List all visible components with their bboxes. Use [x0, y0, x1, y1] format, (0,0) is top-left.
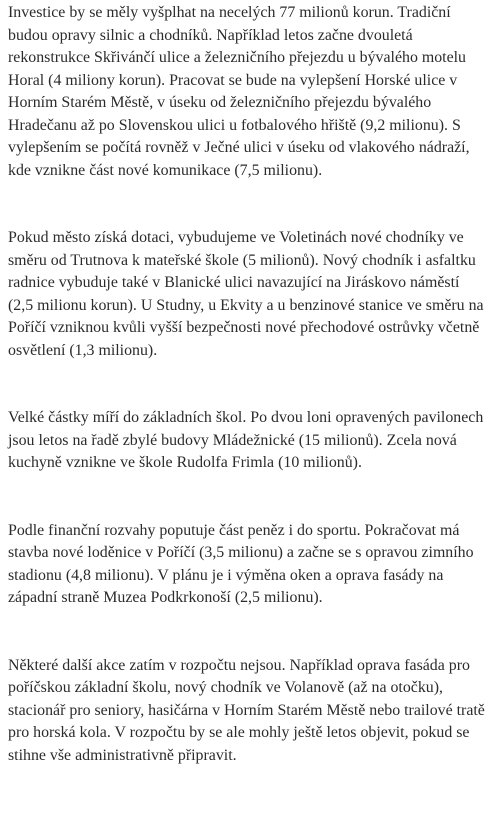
- paragraph-sport-museum: Podle finanční rozvahy poputuje část peněz i do sportu. Pokračovat má stavba nové loděnice v Poříčí (3,5 milionu) a začne se s opravou zimního stadionu (4,8 milionu). V plánu je i výměna oken a oprava fasády na západní straně Muzea Podkrkonoší (2,5 milionu).: [8, 521, 474, 606]
- paragraph-other-actions: Některé další akce zatím v rozpočtu nejsou. Například oprava fasáda pro poříčskou základní školu, nový chodník ve Volanově (až na otočku), stacionář pro seniory, hasičárna v Horním Starém Městě nebo trailové tratě pro horská kola. V rozpočtu by se ale mohly ještě letos objevit, pokud se stihne vše administrativně připravit.: [8, 656, 485, 764]
- paragraph-investments-roads: Investice by se měly vyšplhat na necelých 77 milionů korun. Tradiční budou opravy silnic a chodníků. Například letos začne dvouletá rekonstrukce Skřivánčí ulice a železničního přejezdu u bývalého motelu Horal (4 miliony korun). Pracovat se bude na vylepšení Horské ulice v Horním Starém Městě, v úseku od železničního přejezdu bývalého Hradečanu až po Slovenskou ulici u fotbalového hřiště (9,2 milionu). S vylepšením se počítá rovněž v Ječné ulici v úseku od vlakového nádraží, kde vznikne část nové komunikace (7,5 milionu).: [8, 4, 470, 179]
- paragraph-sidewalks-subsidy: Pokud město získá dotaci, vybudujeme ve Voletinách nové chodníky ve směru od Trutnova k mateřské škole (5 milionů). Nový chodník i asfaltku radnice vybuduje také v Blanické ulici navazující na Jiráskovo náměstí (2,5 milionu korun). U Studny, u Ekvity a u benzinové stanice ve směru na Poříčí vzniknou kvůli vyšší bezpečnosti nové přechodové ostrůvky včetně osvětlení (1,3 milionu).: [8, 229, 484, 359]
- paragraph-schools: Velké částky míří do základních škol. Po dvou loni opravených pavilonech jsou letos na řadě zbylé budovy Mládežnické (15 milionů). Zcela nová kuchyně vznikne ve škole Rudolfa Frimla (10 milionů).: [8, 409, 484, 471]
